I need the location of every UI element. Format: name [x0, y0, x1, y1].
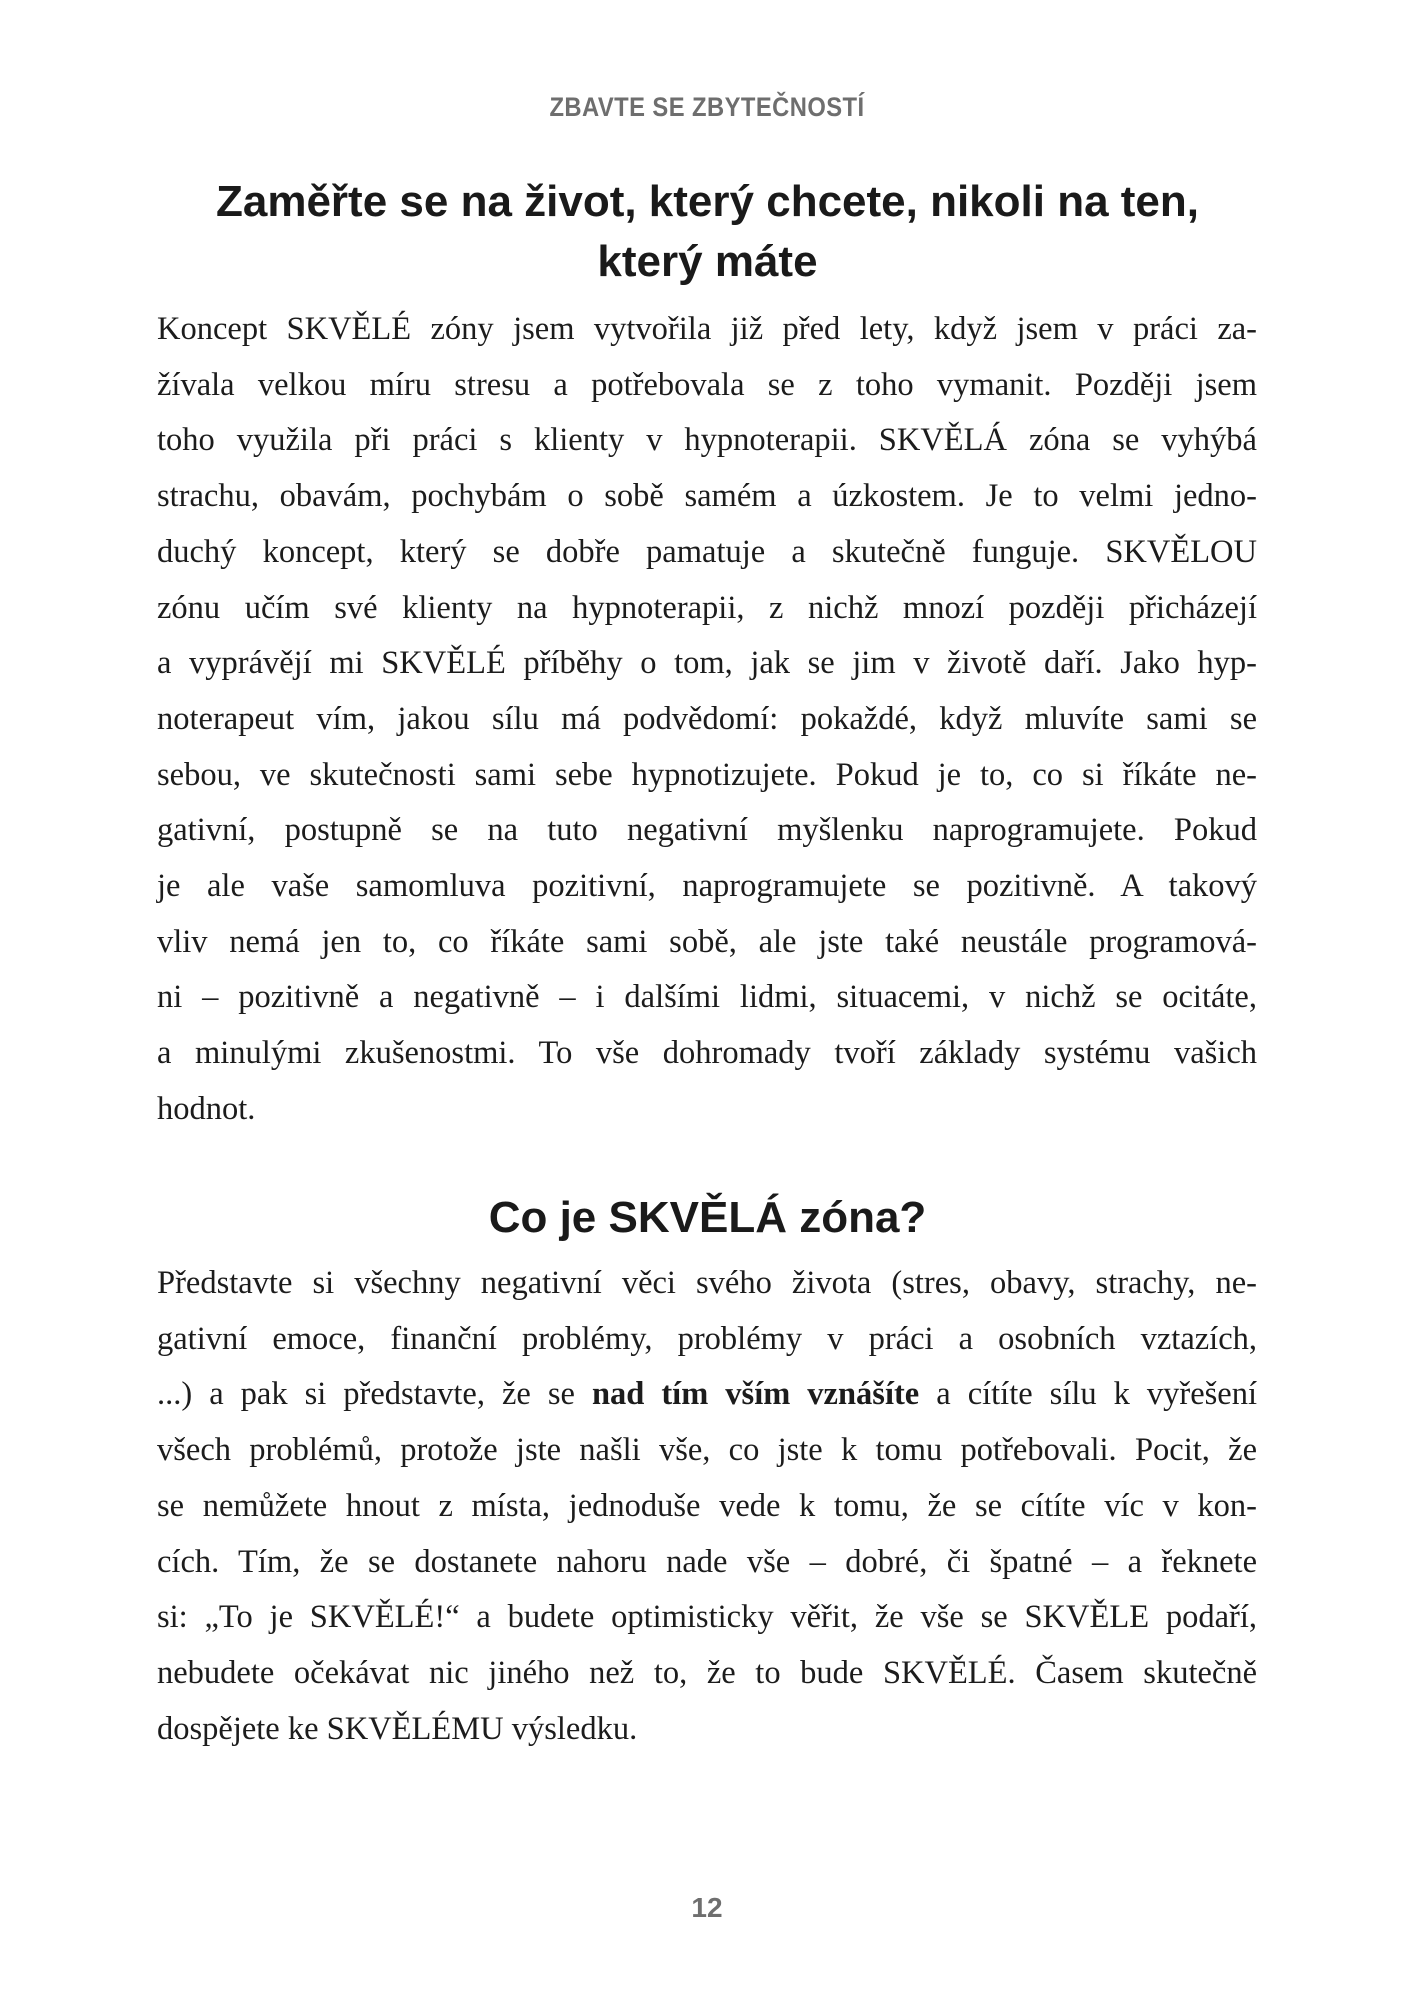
text-line: Koncept SKVĚLÉ zóny jsem vytvořila již před lety, když jsem v práci za-: [157, 311, 1257, 347]
running-head: ZBAVTE SE ZBYTEČNOSTÍ: [549, 92, 865, 122]
text-line: a vyprávějí mi SKVĚLÉ příběhy o tom, jak se jim v životě daří. Jako hyp-: [157, 645, 1257, 682]
text-line: ni – pozitivně a negativně – i dalšími lidmi, situacemi, v nichž se ocitáte,: [157, 979, 1257, 1016]
text-line: Představte si všechny negativní věci svého života (stres, obavy, strachy, ne-: [157, 1265, 1257, 1301]
section-heading: [180, 172, 1235, 292]
text-line: žívala velkou míru stresu a potřebovala se z toho vymanit. Později jsem: [157, 366, 1257, 403]
text-line: noterapeut vím, jakou sílu má podvědomí: pokaždé, když mluvíte sami se: [157, 700, 1257, 737]
text-line: gativní emoce, finanční problémy, problémy v práci a osobních vztazích,: [157, 1320, 1257, 1357]
text-line: cích. Tím, že se dostanete nahoru nade vše – dobré, či špatné – a řeknete: [157, 1543, 1257, 1580]
section-heading-line: Zaměřte se na život, který chcete, nikoli na ten,: [215, 177, 1200, 226]
text-run: a cítíte sílu k vyřešení: [919, 1376, 1258, 1413]
text-line: je ale vaše samomluva pozitivní, naprogramujete se pozitivně. A takový: [157, 868, 1257, 905]
section-heading: Co je SKVĚLÁ zóna?: [488, 1193, 927, 1242]
text-line: gativní, postupně se na tuto negativní myšlenku naprogramujete. Pokud: [157, 812, 1257, 849]
text-run: ...) a pak si představte, že se: [157, 1376, 592, 1413]
text-line: [157, 1367, 1257, 1423]
text-line: duchý koncept, který se dobře pamatuje a skutečně funguje. SKVĚLOU: [157, 533, 1257, 570]
body-paragraph: [157, 1256, 1257, 1757]
body-paragraph: [157, 302, 1257, 1138]
text-line: nebudete očekávat nic jiného než to, že to bude SKVĚLÉ. Časem skutečně: [157, 1654, 1257, 1691]
emphasis-text: nad tím vším vznášíte: [591, 1376, 920, 1413]
page-number: 12: [691, 1892, 723, 1923]
text-line: všech problémů, protože jste našli vše, co jste k tomu potřebovali. Pocit, že: [157, 1432, 1257, 1469]
text-line: strachu, obavám, pochybám o sobě samém a úzkostem. Je to velmi jedno-: [157, 478, 1257, 515]
section-heading-line: který máte: [597, 237, 818, 286]
text-line: sebou, ve skutečnosti sami sebe hypnotizujete. Pokud je to, co si říkáte ne-: [157, 756, 1257, 793]
text-line: a minulými zkušenostmi. To vše dohromady tvoří základy systému vašich: [157, 1035, 1257, 1072]
text-line: zónu učím své klienty na hypnoterapii, z nichž mnozí později přicházejí: [157, 589, 1257, 626]
text-line: toho využila při práci s klienty v hypnoterapii. SKVĚLÁ zóna se vyhýbá: [157, 422, 1257, 459]
text-line: se nemůžete hnout z místa, jednoduše vede k tomu, že se cítíte víc v kon-: [157, 1487, 1257, 1524]
text-line: vliv nemá jen to, co říkáte sami sobě, ale jste také neustále programová-: [157, 923, 1257, 960]
text-line: dospějete ke SKVĚLÉMU výsledku.: [157, 1710, 638, 1747]
text-line: si: „To je SKVĚLÉ!“ a budete optimisticky věřit, že vše se SKVĚLE podaří,: [157, 1599, 1257, 1636]
text-line: hodnot.: [157, 1090, 256, 1127]
